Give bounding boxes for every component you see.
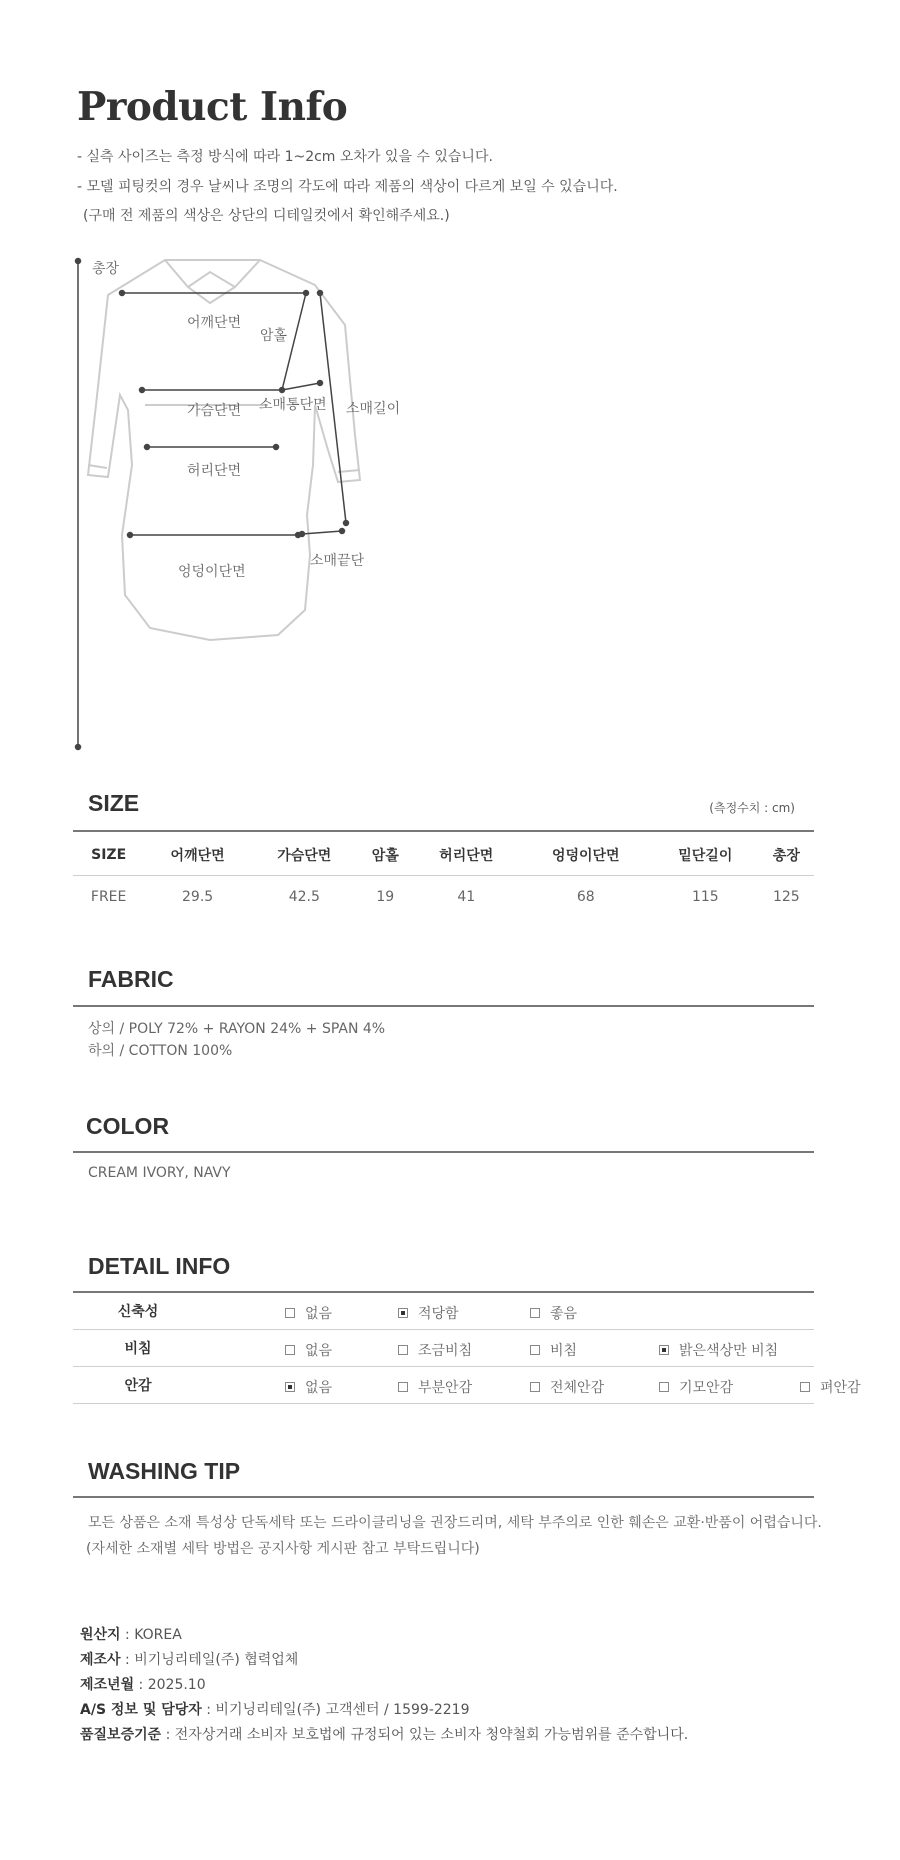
option-label: 전체안감 [550, 1380, 605, 1396]
detail-row-label: 안감 [73, 1367, 203, 1404]
size-cell: FREE [90, 888, 127, 905]
info-value: : KOREA [120, 1627, 182, 1643]
note-color-check: (구매 전 제품의 색상은 상단의 디테일컷에서 확인해주세요.) [83, 208, 450, 224]
info-value: : 비기닝리테일(주) 고객센터 / 1599-2219 [201, 1702, 470, 1718]
color-rule [73, 1151, 814, 1153]
option-lining-partial[interactable] [398, 1377, 472, 1397]
option-label: 조금비침 [418, 1343, 473, 1359]
detail-section-title: DETAIL INFO [88, 1253, 231, 1279]
checkbox-icon [800, 1382, 810, 1392]
info-value: : 비기닝리테일(주) 협력업체 [120, 1652, 299, 1668]
option-label: 좋음 [550, 1306, 578, 1322]
option-lining-fleece[interactable] [659, 1377, 733, 1397]
measurement-diagram [70, 255, 430, 755]
label-chest: 가슴단면 [187, 403, 242, 419]
label-hip: 엉덩이단면 [178, 564, 246, 580]
size-col-header: 총장 [759, 834, 814, 876]
size-cell: 29.5 [182, 888, 214, 905]
option-label: 없음 [305, 1306, 333, 1322]
option-lining-none[interactable] [285, 1377, 332, 1397]
label-armhole: 암홀 [260, 328, 288, 344]
info-label: 품질보증기준 [80, 1727, 162, 1743]
option-label: 적당함 [418, 1306, 459, 1322]
info-quality-guarantee [80, 1724, 688, 1744]
fabric-section-title: FABRIC [88, 966, 174, 992]
size-cell: 42.5 [288, 888, 320, 905]
checkbox-icon [530, 1382, 540, 1392]
size-cell: 19 [376, 888, 395, 905]
detail-row-label: 비침 [73, 1330, 203, 1367]
size-header-row [73, 834, 814, 876]
option-sheer-yes[interactable] [530, 1340, 577, 1360]
option-lining-soft[interactable] [800, 1377, 861, 1397]
option-sheer-slight[interactable] [398, 1340, 472, 1360]
label-shoulder: 어깨단면 [187, 315, 242, 331]
option-label: 부분안감 [418, 1380, 473, 1396]
option-label: 없음 [305, 1343, 333, 1359]
info-origin [80, 1624, 182, 1644]
checkbox-icon [285, 1308, 295, 1318]
size-cell: 125 [772, 888, 800, 905]
info-manufacture-date [80, 1674, 206, 1694]
detail-row-sheerness [73, 1330, 814, 1367]
color-section-title: COLOR [86, 1113, 170, 1139]
info-label: A/S 정보 및 담당자 [80, 1702, 202, 1718]
size-col-header: SIZE [73, 834, 144, 876]
info-label: 제조년월 [80, 1677, 135, 1693]
checkbox-icon [530, 1308, 540, 1318]
size-col-header: 엉덩이단면 [520, 834, 652, 876]
detail-row-label: 신축성 [73, 1293, 203, 1330]
color-value: CREAM IVORY, NAVY [88, 1165, 231, 1181]
size-col-header: 암홀 [358, 834, 413, 876]
info-label: 원산지 [80, 1627, 121, 1643]
checked-box-icon [285, 1382, 295, 1392]
dress-illustration [70, 255, 430, 755]
info-manufacturer [80, 1649, 298, 1669]
label-sleeve-width: 소매통단면 [259, 397, 327, 413]
checkbox-icon [398, 1382, 408, 1392]
option-label: 기모안감 [679, 1380, 734, 1396]
size-section-title: SIZE [88, 790, 140, 816]
label-total-length: 총장 [92, 261, 120, 277]
fabric-rule [73, 1005, 814, 1007]
size-col-header: 밑단길이 [652, 834, 759, 876]
option-label: 비침 [550, 1343, 578, 1359]
option-label: 펴안감 [820, 1380, 861, 1396]
label-waist: 허리단면 [187, 463, 242, 479]
checkbox-icon [530, 1345, 540, 1355]
size-cell: 115 [691, 888, 719, 905]
size-row-free [73, 876, 814, 918]
detail-table [73, 1293, 861, 1404]
washing-tip-note: (자세한 소재별 세탁 방법은 공지사항 게시판 참고 부탁드립니다) [86, 1541, 480, 1557]
checkbox-icon [398, 1345, 408, 1355]
option-stretch-moderate[interactable] [398, 1303, 459, 1323]
checkbox-icon [285, 1345, 295, 1355]
fabric-bottom: 하의 / COTTON 100% [88, 1043, 233, 1059]
option-label: 없음 [305, 1380, 333, 1396]
washing-rule [73, 1496, 814, 1498]
option-stretch-good[interactable] [530, 1303, 577, 1323]
size-col-header: 허리단면 [413, 834, 520, 876]
checked-box-icon [398, 1308, 408, 1318]
option-sheer-light-colors[interactable] [659, 1340, 778, 1360]
detail-row-stretch [73, 1293, 814, 1330]
detail-row-lining [73, 1367, 814, 1404]
note-color-variance: - 모델 피팅컷의 경우 날씨나 조명의 각도에 따라 제품의 색상이 다르게 보일 수 있습니다. [77, 179, 618, 195]
option-sheer-none[interactable] [285, 1340, 332, 1360]
size-cell: 41 [457, 888, 476, 905]
option-stretch-none[interactable] [285, 1303, 332, 1323]
washing-tip-main: 모든 상품은 소재 특성상 단독세탁 또는 드라이클리닝을 권장드리며, 세탁 부주의로 인한 훼손은 교환·반품이 어렵습니다. [88, 1515, 822, 1531]
checked-box-icon [659, 1345, 669, 1355]
page-title: Product Info [77, 84, 348, 130]
label-sleeve-length: 소매길이 [346, 401, 401, 417]
info-value: : 전자상거래 소비자 보호법에 규정되어 있는 소비자 청약철회 가능범위를 준수합니다. [161, 1727, 689, 1743]
label-sleeve-hem: 소매끝단 [310, 553, 365, 569]
size-cell: 68 [576, 888, 595, 905]
size-col-header: 가슴단면 [251, 834, 358, 876]
option-label: 밝은색상만 비침 [679, 1343, 779, 1359]
fabric-top: 상의 / POLY 72% + RAYON 24% + SPAN 4% [88, 1021, 386, 1037]
info-as-contact [80, 1699, 470, 1719]
size-rule [73, 830, 814, 832]
info-value: : 2025.10 [134, 1677, 206, 1693]
size-table [73, 834, 814, 917]
option-lining-full[interactable] [530, 1377, 604, 1397]
washing-section-title: WASHING TIP [88, 1458, 241, 1484]
checkbox-icon [659, 1382, 669, 1392]
size-unit-note: (측정수치 : cm) [709, 801, 795, 815]
info-label: 제조사 [80, 1652, 121, 1668]
note-size-tolerance: - 실측 사이즈는 측정 방식에 따라 1~2cm 오차가 있을 수 있습니다. [77, 149, 493, 165]
size-col-header: 어깨단면 [144, 834, 251, 876]
